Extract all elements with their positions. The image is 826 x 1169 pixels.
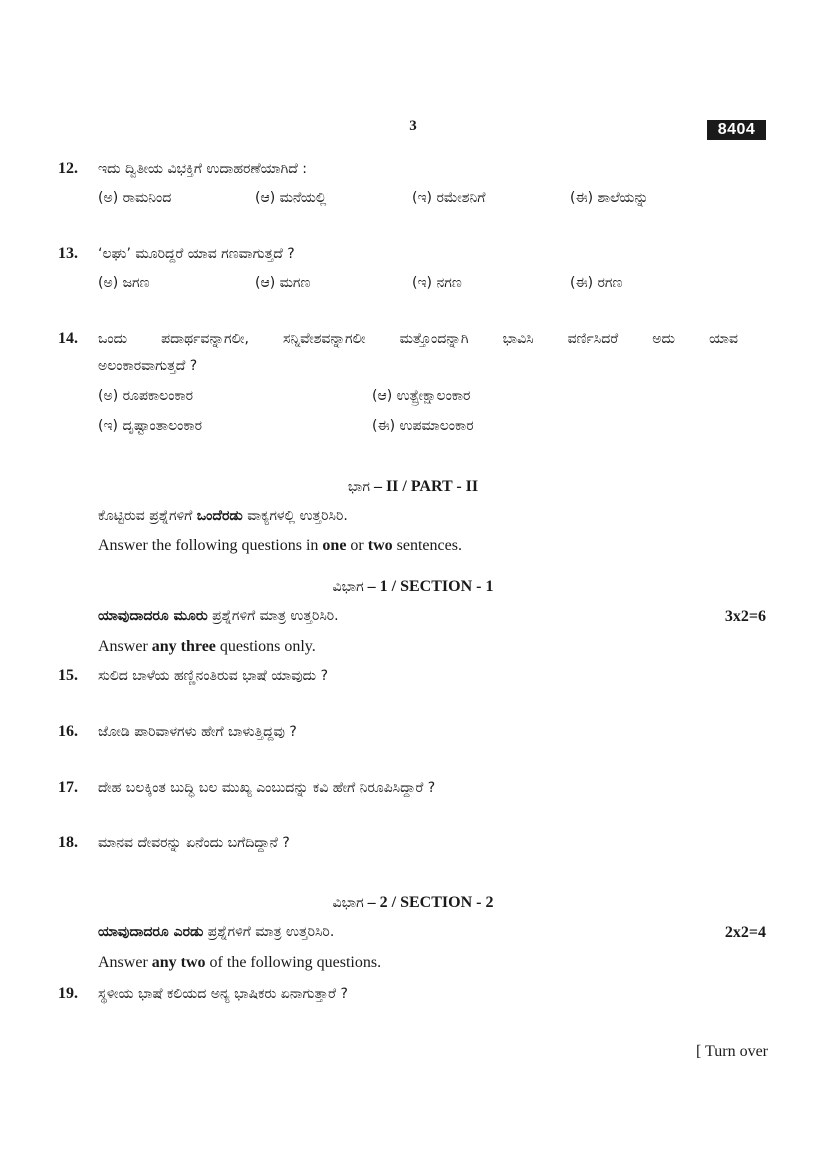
question-text: ಮಾನವ ದೇವರನ್ನು ಏನೆಂದು ಬಗೆದಿದ್ದಾನೆ ?: [98, 835, 290, 851]
question-text: ಸ್ಥಳೀಯ ಭಾಷೆ ಕಲಿಯದ ಅನ್ಯ ಭಾಷಿಕರು ಏನಾಗುತ್ತಾರೆ ?: [98, 986, 348, 1002]
question-number: 13.: [58, 245, 78, 262]
part-instruction-kannada: ಕೊಟ್ಟಿರುವ ಪ್ರಶ್ನೆಗಳಿಗೆ ಒಂದೆರಡು ವಾಕ್ಯಗಳಲ್ಲಿ ಉತ್ತರಿಸಿರಿ.: [98, 508, 348, 524]
section-instruction-kannada: ಯಾವುದಾದರೂ ಮೂರು ಪ್ರಶ್ನೆಗಳಿಗೆ ಮಾತ್ರ ಉತ್ತರಿಸಿರಿ.: [98, 608, 339, 624]
turn-over-note: [ Turn over: [695, 1043, 768, 1060]
paper-code-badge: 8404: [707, 120, 766, 140]
part-heading: ಭಾಗ – II / PART - II: [347, 478, 479, 495]
section-heading: ವಿಭಾಗ – 1 / SECTION - 1: [332, 578, 494, 595]
question-number: 19.: [58, 985, 78, 1002]
question-text: ಸುಲಿದ ಬಾಳೆಯ ಹಣ್ಣಿನಂತಿರುವ ಭಾಷೆ ಯಾವುದು ?: [98, 668, 329, 684]
question-number: 12.: [58, 160, 78, 177]
question-text: ಒಂದು ಪದಾರ್ಥವನ್ನಾಗಲೀ, ಸನ್ನಿವೇಶವನ್ನಾಗಲೀ ಮತ್ತೊಂದನ್ನಾಗಿ ಭಾವಿಸಿ ವರ್ಣಿಸಿದರೆ ಅದು ಯಾವ: [98, 331, 738, 347]
option-d: (ಈ) ಶಾಲೆಯನ್ನು: [570, 190, 649, 206]
option-d: (ಈ) ಉಪಮಾಲಂಕಾರ: [372, 418, 474, 434]
question-number: 17.: [58, 779, 78, 796]
question-text: ‘ಲಘು’ ಮೂರಿದ್ದರೆ ಯಾವ ಗಣವಾಗುತ್ತದೆ ?: [98, 246, 295, 262]
question-number: 14.: [58, 330, 78, 347]
question-number: 15.: [58, 667, 78, 684]
question-number: 16.: [58, 723, 78, 740]
section-instruction-english: Answer any three questions only.: [98, 638, 316, 655]
option-b: (ಆ) ಮನೆಯಲ್ಲಿ: [255, 190, 327, 206]
section-heading: ವಿಭಾಗ – 2 / SECTION - 2: [332, 894, 494, 911]
option-c: (ಇ) ನಗಣ: [412, 275, 462, 291]
question-number: 18.: [58, 834, 78, 851]
option-a: (ಅ) ರಾಮನಿಂದ: [98, 190, 172, 206]
section-marks: 2x2=4: [724, 924, 766, 941]
question-text: ದೇಹ ಬಲಕ್ಕಿಂತ ಬುದ್ಧಿ ಬಲ ಮುಖ್ಯ ಎಂಬುದನ್ನು ಕವಿ ಹೇಗೆ ನಿರೂಪಿಸಿದ್ದಾರೆ ?: [98, 780, 436, 796]
option-b: (ಆ) ಮಗಣ: [255, 275, 311, 291]
page-number: 3: [409, 118, 417, 134]
section-instruction-kannada: ಯಾವುದಾದರೂ ಎರಡು ಪ್ರಶ್ನೆಗಳಿಗೆ ಮಾತ್ರ ಉತ್ತರಿಸಿರಿ.: [98, 924, 335, 940]
option-a: (ಅ) ರೂಪಕಾಲಂಕಾರ: [98, 388, 194, 404]
question-text: ಇದು ದ್ವಿತೀಯ ವಿಭಕ್ತಿಗೆ ಉದಾಹರಣೆಯಾಗಿದೆ :: [98, 161, 308, 177]
option-c: (ಇ) ದೃಷ್ಟಾಂತಾಲಂಕಾರ: [98, 418, 203, 434]
part-instruction-english: Answer the following questions in one or two sentences.: [98, 537, 462, 554]
section-marks: 3x2=6: [724, 608, 766, 625]
section-instruction-english: Answer any two of the following questions.: [98, 954, 382, 971]
question-text-continued: ಅಲಂಕಾರವಾಗುತ್ತದೆ ?: [98, 358, 198, 374]
option-a: (ಅ) ಜಗಣ: [98, 275, 150, 291]
question-text: ಜೋಡಿ ಪಾರಿವಾಳಗಳು ಹೇಗೆ ಬಾಳುತ್ತಿದ್ದವು ?: [98, 724, 297, 740]
option-d: (ಈ) ರಗಣ: [570, 275, 623, 291]
option-b: (ಆ) ಉತ್ಪ್ರೇಕ್ಷಾಲಂಕಾರ: [372, 388, 471, 404]
option-c: (ಇ) ರಮೇಶನಿಗೆ: [412, 190, 486, 206]
